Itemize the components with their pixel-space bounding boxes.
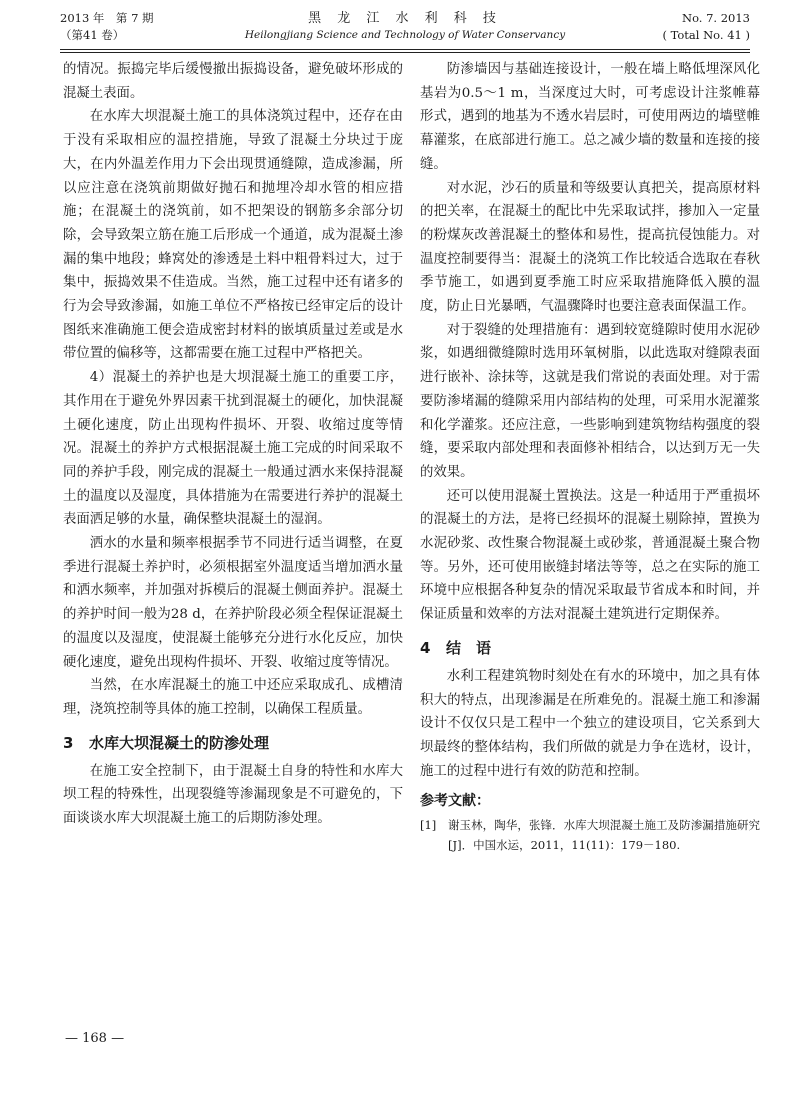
- section-title: 结 语: [446, 638, 492, 657]
- paragraph: 的情况。振捣完毕后缓慢撤出振捣设备，避免破坏形成的混凝土表面。: [63, 62, 403, 101]
- journal-title-en: Heilongjiang Science and Technology of Water Conservancy: [244, 29, 566, 41]
- paragraph: 对于裂缝的处理措施有：遇到较宽缝隙时使用水泥砂浆，如遇细微缝隙时选用环氧树脂，以此选取对缝隙表面进行嵌补、涂抹等，这就是我们常说的表面处理。对于需要防渗堵漏的缝隙采用内部结构的处理，可采用水泥灌浆和化学灌浆。还应注意，一些影响到建筑物结构强度的裂缝，要采取内部处理和表面修补相结合，以达到万无一失的效果。: [420, 322, 760, 480]
- page-header: [60, 10, 750, 50]
- right-column: [420, 58, 760, 855]
- issue-volume: （第41 卷）: [60, 28, 125, 42]
- paragraph: 对水泥，沙石的质量和等级要认真把关，提高原材料的把关率，在混凝土的配比中先采取试拌，掺加入一定量的粉煤灰改善混凝土的整体和易性，提高抗侵蚀能力。对温度控制要得当：混凝土的浇筑工作比较适合选取在春秋季节施工，如遇到夏季施工时应采取措施降低入膜的温度，防止日光暴晒，气温骤降时也要注意表面保温工作。: [420, 180, 760, 315]
- journal-title-cn: 黑 龙 江 水 利 科 技: [308, 11, 502, 26]
- reference-item: [420, 815, 760, 855]
- paragraph: 洒水的水量和频率根据季节不同进行适当调整，在夏季进行混凝土养护时，必须根据室外温度适当增加洒水量和洒水频率，并加强对拆模后的混凝土侧面养护。混凝土的养护时间一般为28 d，在养护阶段必须全程保证混凝土的温度以及湿度，使混凝土能够充分进行水化反应，加快硬化速度，避免出现构件损坏、开裂、收缩过度等情况。: [63, 536, 403, 670]
- paragraph: 还可以使用混凝土置换法。这是一种适用于严重损坏的混凝土的方法，是将已经损坏的混凝土剔除掉，置换为水泥砂浆、改性聚合物混凝土或砂浆，普通混凝土聚合物等。另外，还可使用嵌缝封堵法等等，总之在实际的施工环境中应根据各种复杂的情况采取最节省成本和时间，并保证质量和效率的方法对混凝土建筑进行定期保养。: [420, 488, 760, 623]
- issue-year: 2013 年 第 7 期: [60, 11, 154, 25]
- header-rule-thin: [60, 52, 750, 53]
- journal-title: [210, 10, 600, 44]
- issue-no: No. 7. 2013: [682, 11, 750, 25]
- paragraph: 水利工程建筑物时刻处在有水的环境中，加之具有体积大的特点，出现渗漏是在所难免的。混凝土施工和渗漏设计不仅仅只是工程中一个独立的建设项目，它关系到大坝最终的整体结构，我们所做的就是力争在选材，设计，施工的过程中进行有效的防范和控制。: [420, 668, 760, 779]
- references-heading: 参考文献：: [420, 793, 490, 810]
- header-rule-thick: [60, 49, 750, 50]
- paragraph: 在水库大坝混凝土施工的具体浇筑过程中，还存在由于没有采取相应的温控措施，导致了混凝土分块过于庞大，在内外温差作用力下会出现贯通缝隙，造成渗漏，所以应注意在浇筑前期做好抛石和抛埋冷却水管的相应措施；在混凝土的浇筑前，如不把架设的钢筋多余部分切除，会导致架立筋在施工后形成一个通道，成为混凝土渗漏的集中地段；蜂窝处的渗透是土料中粗骨料过大，过于集中，振捣效果不佳造成。当然，施工过程中还有诸多的行为会导致渗漏，如施工单位不严格按已经审定后的设计图纸来准确施工便会造成密封材料的嵌填质量过差或是水带位置的偏移等，这都需要在施工过程中严格把关。: [63, 109, 403, 362]
- reference-text: 谢玉林，陶华，张锋．水库大坝混凝土施工及防渗漏措施研究[J]．中国水运，2011，11(11)：179－180.: [448, 818, 760, 853]
- section-heading-3: [63, 730, 403, 756]
- section-title: 水库大坝混凝土的防渗处理: [89, 733, 270, 752]
- paragraph: 在施工安全控制下，由于混凝土自身的特性和水库大坝工程的特殊性，出现裂缝等渗漏现象是不可避免的，下面谈谈水库大坝混凝土施工的后期防渗处理。: [63, 763, 403, 827]
- paragraph: 当然，在水库混凝土的施工中还应采取成孔、成槽清理，浇筑控制等具体的施工控制，以确保工程质量。: [63, 678, 403, 717]
- paragraph: 4）混凝土的养护也是大坝混凝土施工的重要工序，其作用在于避免外界因素干扰到混凝土的硬化，加快混凝土硬化速度，防止出现构件损坏、开裂、收缩过度等情况。混凝土的养护方式根据混凝土施工完成的时间采取不同的养护手段，刚完成的混凝土一般通过洒水来保持混凝土的温度以及湿度，具体措施为在需要进行养护的混凝土表面洒足够的水量，确保整块混凝土的湿润。: [63, 370, 403, 528]
- page-number: — 168 —: [65, 1031, 125, 1046]
- section-number: 4: [420, 638, 431, 657]
- issue-number: [662, 10, 750, 44]
- section-heading-4: [420, 635, 760, 661]
- paragraph: 防渗墙因与基础连接设计，一般在墙上略低埋深风化基岩为0.5～1 m，当深度过大时，可考虑设计注浆帷幕形式，遇到的地基为不透水岩层时，可使用两边的墙壁帷幕灌浆，在底部进行施工。总之减少墙的数量和连接的接缝。: [420, 62, 760, 172]
- section-number: 3: [63, 733, 74, 752]
- total-no: ( Total No. 41 ): [662, 28, 750, 42]
- reference-tag: [1]: [420, 818, 437, 833]
- issue-info: [60, 10, 154, 44]
- left-column: [63, 58, 403, 831]
